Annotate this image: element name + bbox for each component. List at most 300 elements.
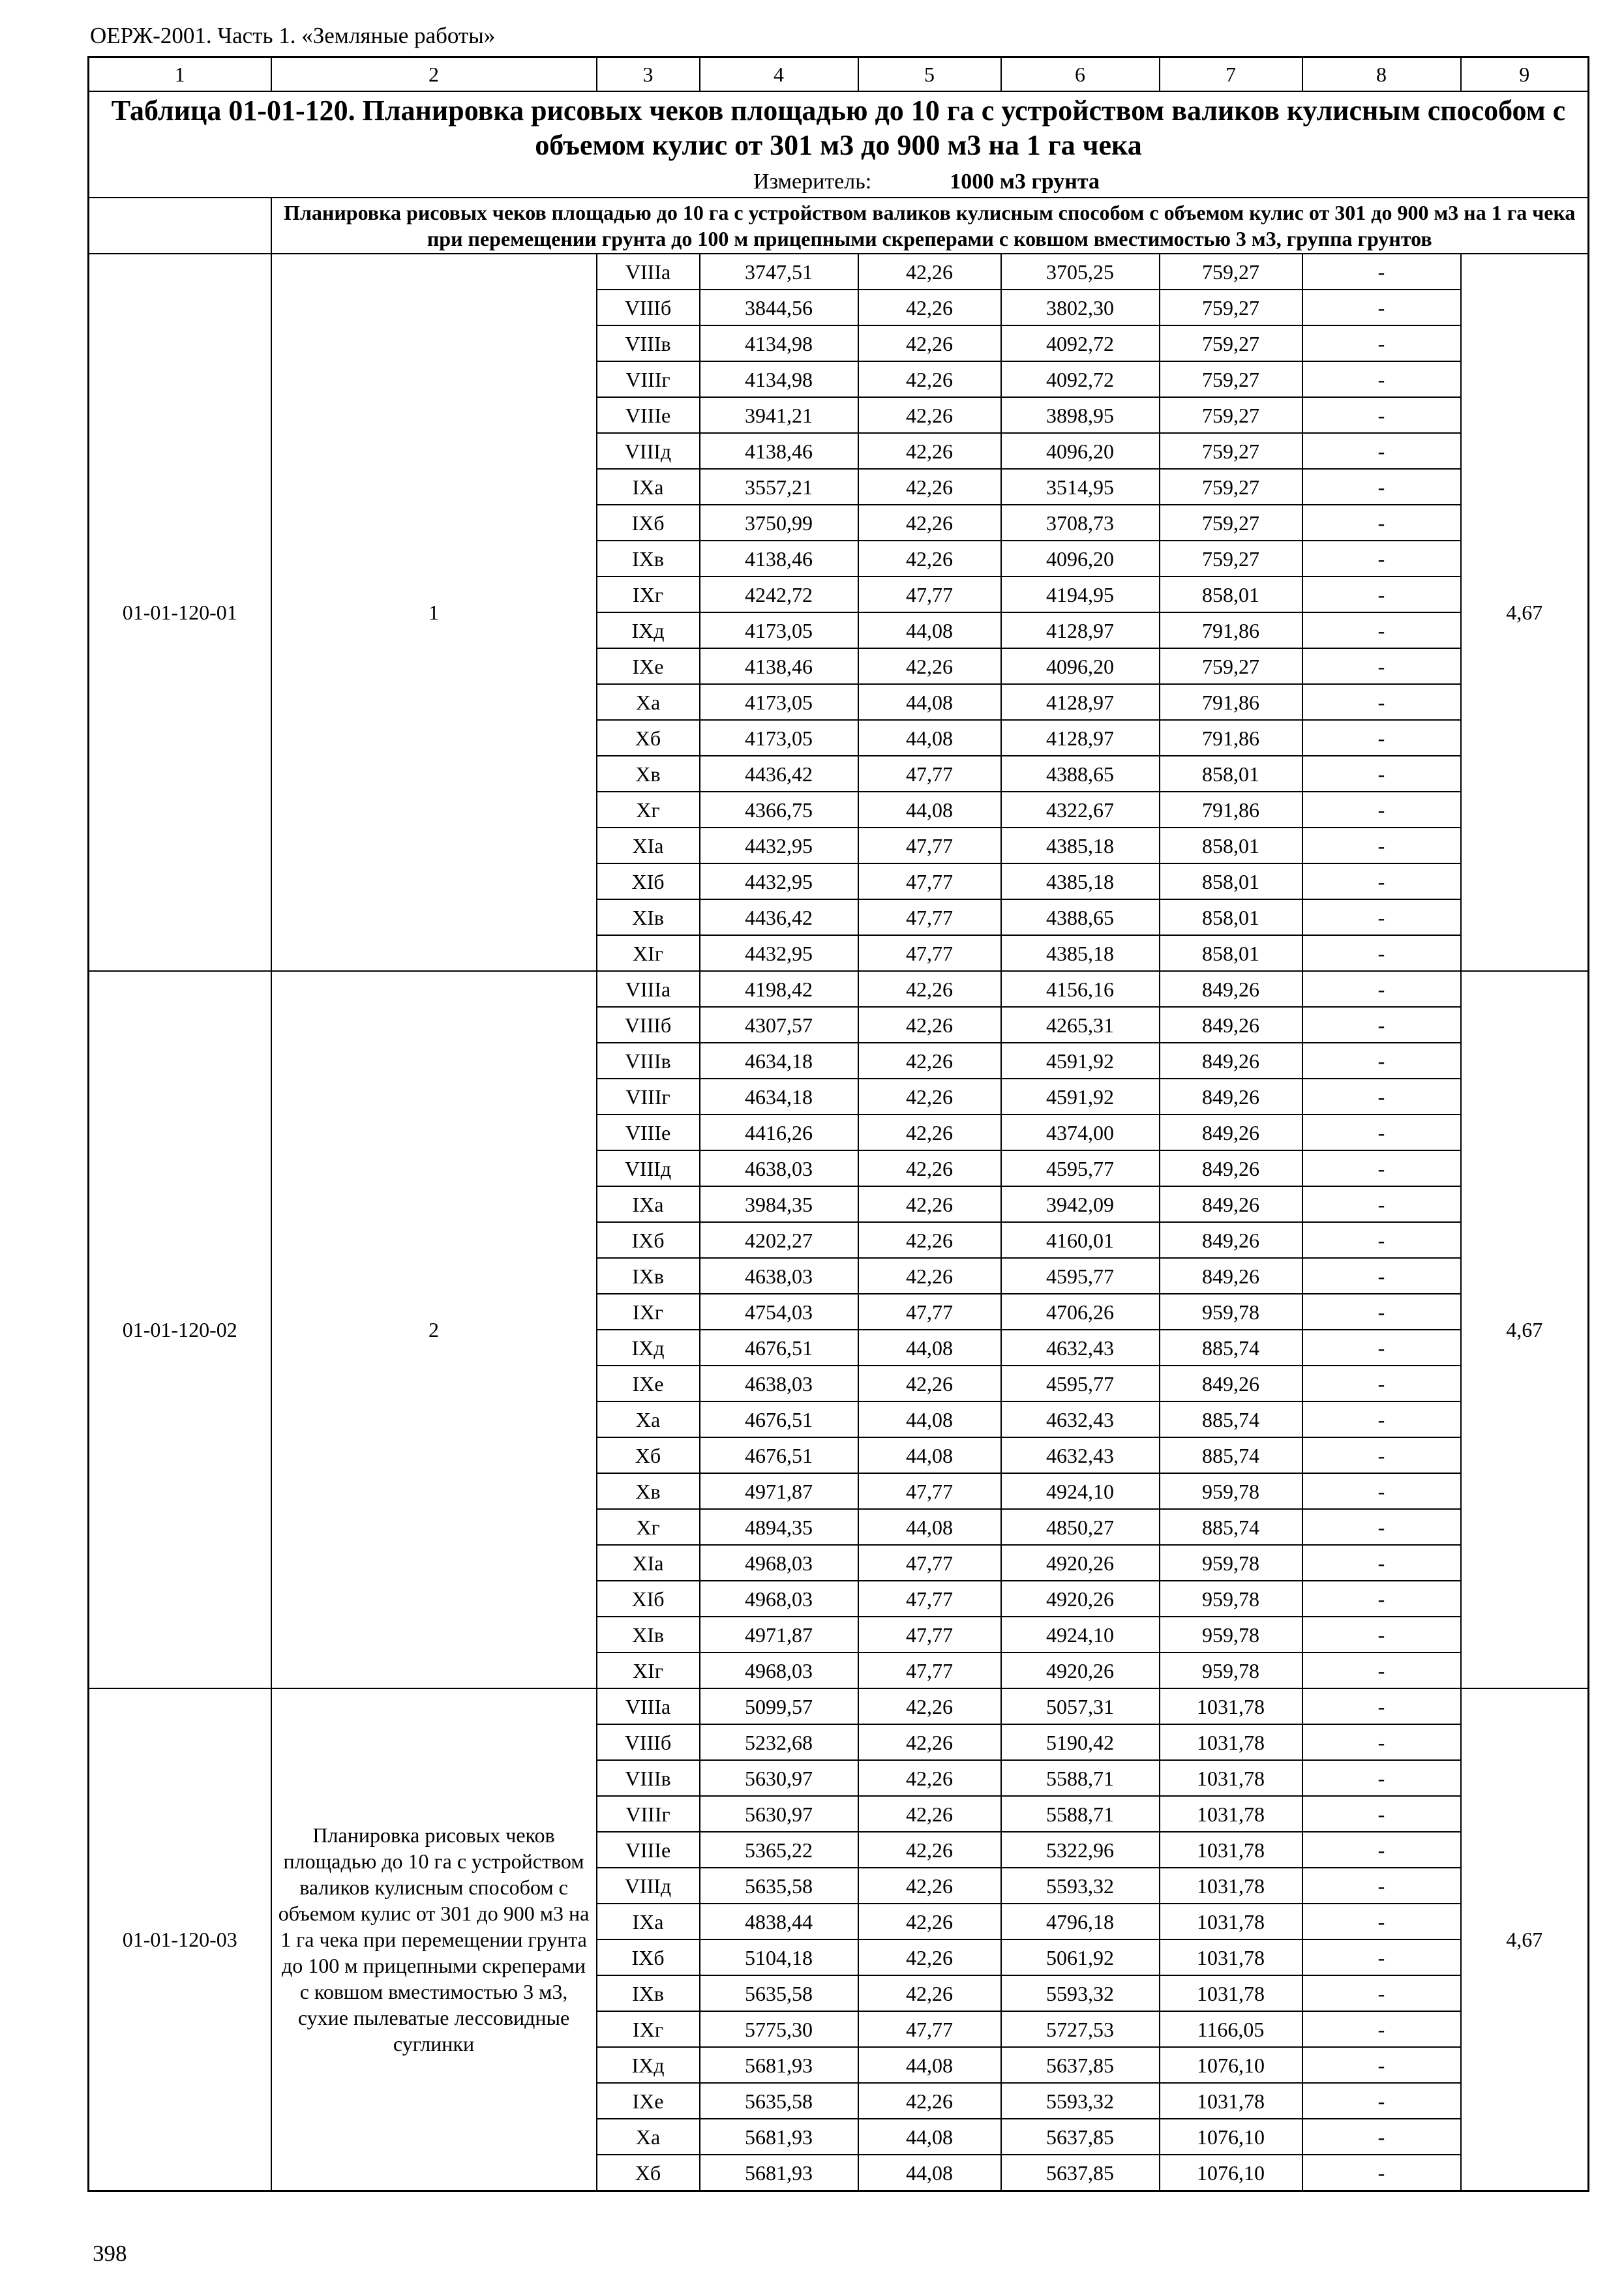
- value-cell: 4632,43: [1001, 1330, 1160, 1366]
- value-cell: 3941,21: [700, 397, 858, 433]
- value-cell: 47,77: [858, 1545, 1001, 1581]
- value-cell: 4366,75: [700, 792, 858, 828]
- page-header: ОЕРЖ-2001. Часть 1. «Земляные работы»: [90, 23, 496, 48]
- dash-cell: -: [1302, 254, 1461, 290]
- value-cell: 1031,78: [1160, 2083, 1302, 2119]
- value-cell: 3557,21: [700, 469, 858, 505]
- column-number-9: 9: [1461, 57, 1589, 91]
- value-cell: 885,74: [1160, 1509, 1302, 1545]
- column-number-7: 7: [1160, 57, 1302, 91]
- value-cell: 5681,93: [700, 2047, 858, 2083]
- measure-line: [93, 168, 1584, 196]
- value-cell: 42,26: [858, 648, 1001, 684]
- value-cell: 1031,78: [1160, 1724, 1302, 1760]
- value-cell: 759,27: [1160, 505, 1302, 541]
- dash-cell: -: [1302, 1401, 1461, 1437]
- value-cell: 47,77: [858, 1473, 1001, 1509]
- value-cell: 4242,72: [700, 576, 858, 612]
- zone-cell: VIIIг: [597, 1796, 700, 1832]
- dash-cell: -: [1302, 397, 1461, 433]
- value-cell: 5637,85: [1001, 2155, 1160, 2191]
- dash-cell: -: [1302, 612, 1461, 648]
- value-cell: 4388,65: [1001, 756, 1160, 792]
- value-cell: 5588,71: [1001, 1796, 1160, 1832]
- column-number-3: 3: [597, 57, 700, 91]
- value-cell: 1031,78: [1160, 1939, 1302, 1975]
- value-cell: 44,08: [858, 2047, 1001, 2083]
- zone-cell: IXг: [597, 1294, 700, 1330]
- zone-cell: IXб: [597, 1222, 700, 1258]
- value-cell: 791,86: [1160, 720, 1302, 756]
- value-cell: 42,26: [858, 1975, 1001, 2011]
- value-cell: 759,27: [1160, 469, 1302, 505]
- value-cell: 42,26: [858, 1939, 1001, 1975]
- zone-cell: XIб: [597, 863, 700, 899]
- zone-cell: XIг: [597, 1653, 700, 1688]
- value-cell: 858,01: [1160, 935, 1302, 971]
- zone-cell: XIв: [597, 899, 700, 935]
- value-cell: 42,26: [858, 469, 1001, 505]
- dash-cell: -: [1302, 2047, 1461, 2083]
- dash-cell: -: [1302, 1724, 1461, 1760]
- value-cell: 1031,78: [1160, 1688, 1302, 1724]
- value-cell: 959,78: [1160, 1473, 1302, 1509]
- value-cell: 849,26: [1160, 1222, 1302, 1258]
- zone-cell: IXд: [597, 1330, 700, 1366]
- value-cell: 5057,31: [1001, 1688, 1160, 1724]
- value-cell: 791,86: [1160, 684, 1302, 720]
- norm-table: [87, 56, 1589, 2192]
- value-cell: 42,26: [858, 1079, 1001, 1115]
- value-cell: 759,27: [1160, 648, 1302, 684]
- value-cell: 42,26: [858, 1043, 1001, 1079]
- value-cell: 4128,97: [1001, 612, 1160, 648]
- zone-cell: VIIIб: [597, 1007, 700, 1043]
- value-cell: 44,08: [858, 1401, 1001, 1437]
- zone-cell: Xг: [597, 792, 700, 828]
- value-cell: 5099,57: [700, 1688, 858, 1724]
- value-cell: 858,01: [1160, 828, 1302, 863]
- value-cell: 4096,20: [1001, 433, 1160, 469]
- zone-cell: IXд: [597, 612, 700, 648]
- value-cell: 5593,32: [1001, 1868, 1160, 1904]
- value-cell: 759,27: [1160, 254, 1302, 290]
- value-cell: 4796,18: [1001, 1904, 1160, 1939]
- value-cell: 4173,05: [700, 684, 858, 720]
- zone-cell: Xб: [597, 2155, 700, 2191]
- table-data-block: [89, 254, 1589, 2191]
- value-cell: 4968,03: [700, 1581, 858, 1617]
- zone-cell: Xв: [597, 1473, 700, 1509]
- value-cell: 5775,30: [700, 2011, 858, 2047]
- row-code: 01-01-120-01: [89, 254, 271, 971]
- value-cell: 4436,42: [700, 899, 858, 935]
- value-cell: 4385,18: [1001, 863, 1160, 899]
- dash-cell: -: [1302, 1115, 1461, 1150]
- zone-cell: VIIIа: [597, 1688, 700, 1724]
- dash-cell: -: [1302, 756, 1461, 792]
- value-cell: 42,26: [858, 2083, 1001, 2119]
- dash-cell: -: [1302, 1760, 1461, 1796]
- value-cell: 4638,03: [700, 1366, 858, 1401]
- value-cell: 3514,95: [1001, 469, 1160, 505]
- zone-cell: VIIIе: [597, 1115, 700, 1150]
- zone-cell: VIIIд: [597, 1868, 700, 1904]
- data-row: [89, 254, 1589, 290]
- zone-cell: IXе: [597, 648, 700, 684]
- value-cell: 4706,26: [1001, 1294, 1160, 1330]
- value-cell: 1031,78: [1160, 1975, 1302, 2011]
- value-cell: 5630,97: [700, 1760, 858, 1796]
- value-cell: 44,08: [858, 1437, 1001, 1473]
- dash-cell: -: [1302, 2119, 1461, 2155]
- value-cell: 42,26: [858, 1724, 1001, 1760]
- value-cell: 47,77: [858, 1581, 1001, 1617]
- zone-cell: Xг: [597, 1509, 700, 1545]
- dash-cell: -: [1302, 361, 1461, 397]
- value-cell: 4591,92: [1001, 1043, 1160, 1079]
- factor-cell: 4,67: [1461, 254, 1589, 971]
- value-cell: 4591,92: [1001, 1079, 1160, 1115]
- dash-cell: -: [1302, 2011, 1461, 2047]
- value-cell: 4595,77: [1001, 1366, 1160, 1401]
- zone-cell: IXа: [597, 1904, 700, 1939]
- dash-cell: -: [1302, 1832, 1461, 1868]
- value-cell: 4173,05: [700, 720, 858, 756]
- dash-cell: -: [1302, 720, 1461, 756]
- dash-cell: -: [1302, 1437, 1461, 1473]
- dash-cell: -: [1302, 290, 1461, 325]
- value-cell: 42,26: [858, 1150, 1001, 1186]
- value-cell: 5593,32: [1001, 1975, 1160, 2011]
- value-cell: 1031,78: [1160, 1796, 1302, 1832]
- value-cell: 42,26: [858, 1222, 1001, 1258]
- value-cell: 4307,57: [700, 1007, 858, 1043]
- value-cell: 4436,42: [700, 756, 858, 792]
- value-cell: 42,26: [858, 433, 1001, 469]
- dash-cell: -: [1302, 1939, 1461, 1975]
- value-cell: 4676,51: [700, 1437, 858, 1473]
- value-cell: 47,77: [858, 756, 1001, 792]
- dash-cell: -: [1302, 792, 1461, 828]
- value-cell: 4595,77: [1001, 1258, 1160, 1294]
- value-cell: 849,26: [1160, 1186, 1302, 1222]
- value-cell: 47,77: [858, 828, 1001, 863]
- dash-cell: -: [1302, 1186, 1461, 1222]
- zone-cell: VIIIа: [597, 254, 700, 290]
- value-cell: 885,74: [1160, 1330, 1302, 1366]
- column-number-1: 1: [89, 57, 271, 91]
- value-cell: 5061,92: [1001, 1939, 1160, 1975]
- value-cell: 959,78: [1160, 1294, 1302, 1330]
- value-cell: 5635,58: [700, 2083, 858, 2119]
- value-cell: 47,77: [858, 935, 1001, 971]
- value-cell: 849,26: [1160, 971, 1302, 1007]
- value-cell: 759,27: [1160, 541, 1302, 576]
- value-cell: 4202,27: [700, 1222, 858, 1258]
- value-cell: 5104,18: [700, 1939, 858, 1975]
- value-cell: 4322,67: [1001, 792, 1160, 828]
- value-cell: 4134,98: [700, 325, 858, 361]
- value-cell: 42,26: [858, 971, 1001, 1007]
- value-cell: 3984,35: [700, 1186, 858, 1222]
- value-cell: 4128,97: [1001, 720, 1160, 756]
- value-cell: 4638,03: [700, 1258, 858, 1294]
- zone-cell: IXг: [597, 2011, 700, 2047]
- value-cell: 4634,18: [700, 1043, 858, 1079]
- zone-cell: IXв: [597, 541, 700, 576]
- dash-cell: -: [1302, 1653, 1461, 1688]
- value-cell: 44,08: [858, 684, 1001, 720]
- zone-cell: VIIIв: [597, 1043, 700, 1079]
- table-head-block: [89, 57, 1589, 254]
- value-cell: 47,77: [858, 1617, 1001, 1653]
- value-cell: 1166,05: [1160, 2011, 1302, 2047]
- value-cell: 5630,97: [700, 1796, 858, 1832]
- value-cell: 4920,26: [1001, 1653, 1160, 1688]
- dash-cell: -: [1302, 576, 1461, 612]
- title-cell: [89, 91, 1589, 198]
- zone-cell: IXг: [597, 576, 700, 612]
- dash-cell: -: [1302, 648, 1461, 684]
- column-number-6: 6: [1001, 57, 1160, 91]
- value-cell: 44,08: [858, 792, 1001, 828]
- column-number-8: 8: [1302, 57, 1461, 91]
- value-cell: 885,74: [1160, 1401, 1302, 1437]
- value-cell: 4924,10: [1001, 1617, 1160, 1653]
- dash-cell: -: [1302, 1617, 1461, 1653]
- value-cell: 1031,78: [1160, 1760, 1302, 1796]
- value-cell: 4971,87: [700, 1617, 858, 1653]
- value-cell: 42,26: [858, 290, 1001, 325]
- value-cell: 5232,68: [700, 1724, 858, 1760]
- zone-cell: IXа: [597, 1186, 700, 1222]
- value-cell: 4676,51: [700, 1401, 858, 1437]
- value-cell: 4416,26: [700, 1115, 858, 1150]
- value-cell: 5637,85: [1001, 2047, 1160, 2083]
- value-cell: 3705,25: [1001, 254, 1160, 290]
- zone-cell: VIIIб: [597, 1724, 700, 1760]
- value-cell: 5727,53: [1001, 2011, 1160, 2047]
- value-cell: 959,78: [1160, 1653, 1302, 1688]
- table-description: Планировка рисовых чеков площадью до 10 га с устройством валиков кулисным способом с объемом кулис от 301 до 900 м3 на 1 га чека при перемещении грунта до 100 м прицепными скреперами с ковшом вместимостью 3 м3, группа грунтов: [271, 198, 1589, 254]
- value-cell: 3802,30: [1001, 290, 1160, 325]
- value-cell: 4676,51: [700, 1330, 858, 1366]
- value-cell: 4156,16: [1001, 971, 1160, 1007]
- column-number-4: 4: [700, 57, 858, 91]
- dash-cell: -: [1302, 1330, 1461, 1366]
- value-cell: 42,26: [858, 1186, 1001, 1222]
- value-cell: 4198,42: [700, 971, 858, 1007]
- value-cell: 858,01: [1160, 756, 1302, 792]
- value-cell: 4432,95: [700, 935, 858, 971]
- zone-cell: IXе: [597, 2083, 700, 2119]
- value-cell: 4754,03: [700, 1294, 858, 1330]
- value-cell: 42,26: [858, 1868, 1001, 1904]
- zone-cell: VIIIд: [597, 1150, 700, 1186]
- dash-cell: -: [1302, 684, 1461, 720]
- dash-cell: -: [1302, 1079, 1461, 1115]
- value-cell: 44,08: [858, 2155, 1001, 2191]
- value-cell: 849,26: [1160, 1366, 1302, 1401]
- dash-cell: -: [1302, 971, 1461, 1007]
- value-cell: 5635,58: [700, 1868, 858, 1904]
- value-cell: 42,26: [858, 541, 1001, 576]
- dash-cell: -: [1302, 1150, 1461, 1186]
- value-cell: 4138,46: [700, 541, 858, 576]
- value-cell: 4595,77: [1001, 1150, 1160, 1186]
- group-description: 2: [271, 971, 597, 1688]
- value-cell: 47,77: [858, 899, 1001, 935]
- value-cell: 759,27: [1160, 290, 1302, 325]
- value-cell: 3942,09: [1001, 1186, 1160, 1222]
- value-cell: 759,27: [1160, 361, 1302, 397]
- zone-cell: Xв: [597, 756, 700, 792]
- zone-cell: IXе: [597, 1366, 700, 1401]
- value-cell: 3747,51: [700, 254, 858, 290]
- row-code: 01-01-120-03: [89, 1688, 271, 2191]
- dash-cell: -: [1302, 2155, 1461, 2191]
- value-cell: 4850,27: [1001, 1509, 1160, 1545]
- zone-cell: IXб: [597, 505, 700, 541]
- dash-cell: -: [1302, 469, 1461, 505]
- value-cell: 4920,26: [1001, 1545, 1160, 1581]
- value-cell: 4134,98: [700, 361, 858, 397]
- zone-cell: VIIIб: [597, 290, 700, 325]
- value-cell: 1031,78: [1160, 1832, 1302, 1868]
- value-cell: 4194,95: [1001, 576, 1160, 612]
- value-cell: 4138,46: [700, 648, 858, 684]
- zone-cell: VIIIе: [597, 397, 700, 433]
- value-cell: 3898,95: [1001, 397, 1160, 433]
- value-cell: 1076,10: [1160, 2047, 1302, 2083]
- dash-cell: -: [1302, 1366, 1461, 1401]
- value-cell: 5637,85: [1001, 2119, 1160, 2155]
- value-cell: 42,26: [858, 1366, 1001, 1401]
- value-cell: 5322,96: [1001, 1832, 1160, 1868]
- value-cell: 47,77: [858, 1653, 1001, 1688]
- dash-cell: -: [1302, 505, 1461, 541]
- value-cell: 42,26: [858, 1007, 1001, 1043]
- value-cell: 4092,72: [1001, 361, 1160, 397]
- data-row: [89, 1688, 1589, 1724]
- value-cell: 858,01: [1160, 899, 1302, 935]
- zone-cell: XIв: [597, 1617, 700, 1653]
- zone-cell: Xа: [597, 2119, 700, 2155]
- value-cell: 4432,95: [700, 828, 858, 863]
- dash-cell: -: [1302, 1796, 1461, 1832]
- value-cell: 42,26: [858, 325, 1001, 361]
- value-cell: 47,77: [858, 863, 1001, 899]
- dash-cell: -: [1302, 863, 1461, 899]
- zone-cell: IXа: [597, 469, 700, 505]
- zone-cell: VIIIе: [597, 1832, 700, 1868]
- value-cell: 47,77: [858, 576, 1001, 612]
- dash-cell: -: [1302, 1043, 1461, 1079]
- zone-cell: IXв: [597, 1975, 700, 2011]
- dash-cell: -: [1302, 433, 1461, 469]
- value-cell: 4138,46: [700, 433, 858, 469]
- zone-cell: IXв: [597, 1258, 700, 1294]
- zone-cell: VIIIа: [597, 971, 700, 1007]
- value-cell: 4374,00: [1001, 1115, 1160, 1150]
- dash-cell: -: [1302, 1007, 1461, 1043]
- value-cell: 44,08: [858, 2119, 1001, 2155]
- value-cell: 849,26: [1160, 1007, 1302, 1043]
- value-cell: 5593,32: [1001, 2083, 1160, 2119]
- value-cell: 4920,26: [1001, 1581, 1160, 1617]
- value-cell: 4632,43: [1001, 1437, 1160, 1473]
- value-cell: 42,26: [858, 254, 1001, 290]
- page-number: 398: [93, 2241, 127, 2266]
- value-cell: 4432,95: [700, 863, 858, 899]
- value-cell: 1076,10: [1160, 2155, 1302, 2191]
- zone-cell: XIа: [597, 828, 700, 863]
- value-cell: 5635,58: [700, 1975, 858, 2011]
- value-cell: 4092,72: [1001, 325, 1160, 361]
- value-cell: 4638,03: [700, 1150, 858, 1186]
- value-cell: 885,74: [1160, 1437, 1302, 1473]
- description-row: [89, 198, 1589, 254]
- zone-cell: VIIIд: [597, 433, 700, 469]
- value-cell: 5365,22: [700, 1832, 858, 1868]
- value-cell: 44,08: [858, 1330, 1001, 1366]
- value-cell: 849,26: [1160, 1079, 1302, 1115]
- zone-cell: Xа: [597, 684, 700, 720]
- value-cell: 42,26: [858, 397, 1001, 433]
- value-cell: 4173,05: [700, 612, 858, 648]
- zone-cell: VIIIг: [597, 361, 700, 397]
- dash-cell: -: [1302, 1294, 1461, 1330]
- value-cell: 42,26: [858, 1688, 1001, 1724]
- value-cell: 5588,71: [1001, 1760, 1160, 1796]
- value-cell: 849,26: [1160, 1115, 1302, 1150]
- zone-cell: VIIIв: [597, 1760, 700, 1796]
- dash-cell: -: [1302, 899, 1461, 935]
- value-cell: 4385,18: [1001, 828, 1160, 863]
- value-cell: 4388,65: [1001, 899, 1160, 935]
- value-cell: 759,27: [1160, 325, 1302, 361]
- measure-label: Измеритель:: [753, 169, 872, 194]
- dash-cell: -: [1302, 1904, 1461, 1939]
- column-number-5: 5: [858, 57, 1001, 91]
- zone-cell: VIIIг: [597, 1079, 700, 1115]
- dash-cell: -: [1302, 325, 1461, 361]
- zone-cell: XIг: [597, 935, 700, 971]
- value-cell: 759,27: [1160, 397, 1302, 433]
- value-cell: 3708,73: [1001, 505, 1160, 541]
- value-cell: 42,26: [858, 1760, 1001, 1796]
- zone-cell: IXд: [597, 2047, 700, 2083]
- dash-cell: -: [1302, 1473, 1461, 1509]
- value-cell: 44,08: [858, 720, 1001, 756]
- value-cell: 1031,78: [1160, 1868, 1302, 1904]
- dash-cell: -: [1302, 1222, 1461, 1258]
- value-cell: 42,26: [858, 1258, 1001, 1294]
- value-cell: 42,26: [858, 505, 1001, 541]
- value-cell: 42,26: [858, 361, 1001, 397]
- value-cell: 4160,01: [1001, 1222, 1160, 1258]
- value-cell: 849,26: [1160, 1150, 1302, 1186]
- value-cell: 959,78: [1160, 1581, 1302, 1617]
- value-cell: 42,26: [858, 1832, 1001, 1868]
- value-cell: 849,26: [1160, 1043, 1302, 1079]
- title-row: [89, 91, 1589, 198]
- value-cell: 44,08: [858, 1509, 1001, 1545]
- value-cell: 4968,03: [700, 1545, 858, 1581]
- value-cell: 5681,93: [700, 2155, 858, 2191]
- dash-cell: -: [1302, 1581, 1461, 1617]
